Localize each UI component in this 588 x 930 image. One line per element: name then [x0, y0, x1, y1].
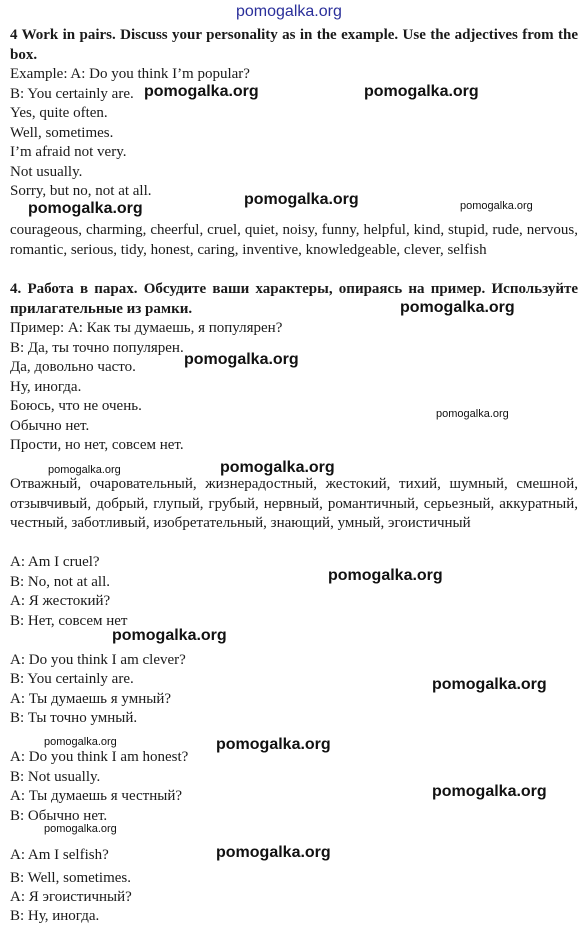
dialogue-1-line-2: B: No, not at all. [10, 574, 110, 590]
task-heading-ru: 4. Работа в парах. Обсудите ваши характеры, опираясь на пример. Используйте прилагательные из рамки. [10, 281, 578, 317]
answer-en-4: Not usually. [10, 164, 83, 180]
answer-ru-4: Обычно нет. [10, 418, 90, 434]
dialogue-3-line-2: B: Not usually. [10, 769, 101, 785]
dialogue-1-line-3: А: Я жестокий? [10, 593, 111, 609]
dialogue-4-line-1: A: Am I selfish? [10, 847, 109, 863]
watermark[interactable]: pomogalka.org [220, 459, 335, 476]
answer-ru-2: Ну, иногда. [10, 379, 82, 395]
watermark[interactable]: pomogalka.org [112, 627, 227, 644]
dialogue-1-line-1: A: Am I cruel? [10, 554, 100, 570]
watermark[interactable]: pomogalka.org [400, 299, 515, 316]
dialogue-3-line-3: А: Ты думаешь я честный? [10, 788, 183, 804]
watermark[interactable]: pomogalka.org [244, 191, 359, 208]
dialogue-2-line-4: В: Ты точно умный. [10, 710, 138, 726]
watermark[interactable]: pomogalka.org [328, 567, 443, 584]
dialogue-2-line-2: B: You certainly are. [10, 671, 134, 687]
example-a-en: Example: A: Do you think I’m popular? [10, 66, 250, 82]
answer-ru-5: Прости, но нет, совсем нет. [10, 437, 184, 453]
dialogue-4-line-3: А: Я эгоистичный? [10, 889, 132, 905]
watermark[interactable]: pomogalka.org [436, 408, 509, 420]
watermark[interactable]: pomogalka.org [44, 736, 117, 748]
watermark[interactable]: pomogalka.org [216, 736, 331, 753]
adjectives-box-ru: Отважный, очаровательный, жизнерадостный, жестокий, тихий, шумный, смешной, отзывчивый, добрый, глупый, грубый, нервный, романтичный, серьезный, аккуратный, честный, заботливый, изобретательный, знающий, умный, эгоистичный [10, 476, 578, 531]
answer-en-5: Sorry, but no, not at all. [10, 183, 152, 199]
watermark[interactable]: pomogalka.org [460, 200, 533, 212]
watermark[interactable]: pomogalka.org [216, 844, 331, 861]
dialogue-2-line-3: А: Ты думаешь я умный? [10, 691, 172, 707]
dialogue-2-line-1: A: Do you think I am clever? [10, 652, 186, 668]
watermark[interactable]: pomogalka.org [28, 200, 143, 217]
watermark[interactable]: pomogalka.org [184, 351, 299, 368]
dialogue-3-line-1: A: Do you think I am honest? [10, 749, 189, 765]
answer-ru-1: Да, довольно часто. [10, 359, 136, 375]
watermark[interactable]: pomogalka.org [48, 464, 121, 476]
adjectives-box-en: courageous, charming, cheerful, cruel, quiet, noisy, funny, helpful, kind, stupid, rude, nervous, romantic, serious, tidy, honest, caring, inventive, knowledgeable, clever, selfish [10, 222, 578, 258]
task-heading-en: 4 Work in pairs. Discuss your personality as in the example. Use the adjectives from the box. [10, 27, 578, 63]
answer-en-1: Yes, quite often. [10, 105, 108, 121]
watermark[interactable]: pomogalka.org [44, 823, 117, 835]
watermark[interactable]: pomogalka.org [144, 83, 259, 100]
dialogue-3-line-4: В: Обычно нет. [10, 808, 108, 824]
dialogue-4-line-4: В: Ну, иногда. [10, 908, 100, 924]
answer-en-3: I’m afraid not very. [10, 144, 127, 160]
dialogue-1-line-4: В: Нет, совсем нет [10, 613, 128, 629]
watermark[interactable]: pomogalka.org [432, 783, 547, 800]
watermark[interactable]: pomogalka.org [432, 676, 547, 693]
watermark-top[interactable]: pomogalka.org [236, 3, 342, 20]
example-a-ru: Пример: А: Как ты думаешь, я популярен? [10, 320, 283, 336]
watermark[interactable]: pomogalka.org [364, 83, 479, 100]
example-b-ru: В: Да, ты точно популярен. [10, 340, 184, 356]
answer-ru-3: Боюсь, что не очень. [10, 398, 142, 414]
example-b-en: B: You certainly are. [10, 86, 134, 102]
dialogue-4-line-2: B: Well, sometimes. [10, 870, 132, 886]
answer-en-2: Well, sometimes. [10, 125, 114, 141]
